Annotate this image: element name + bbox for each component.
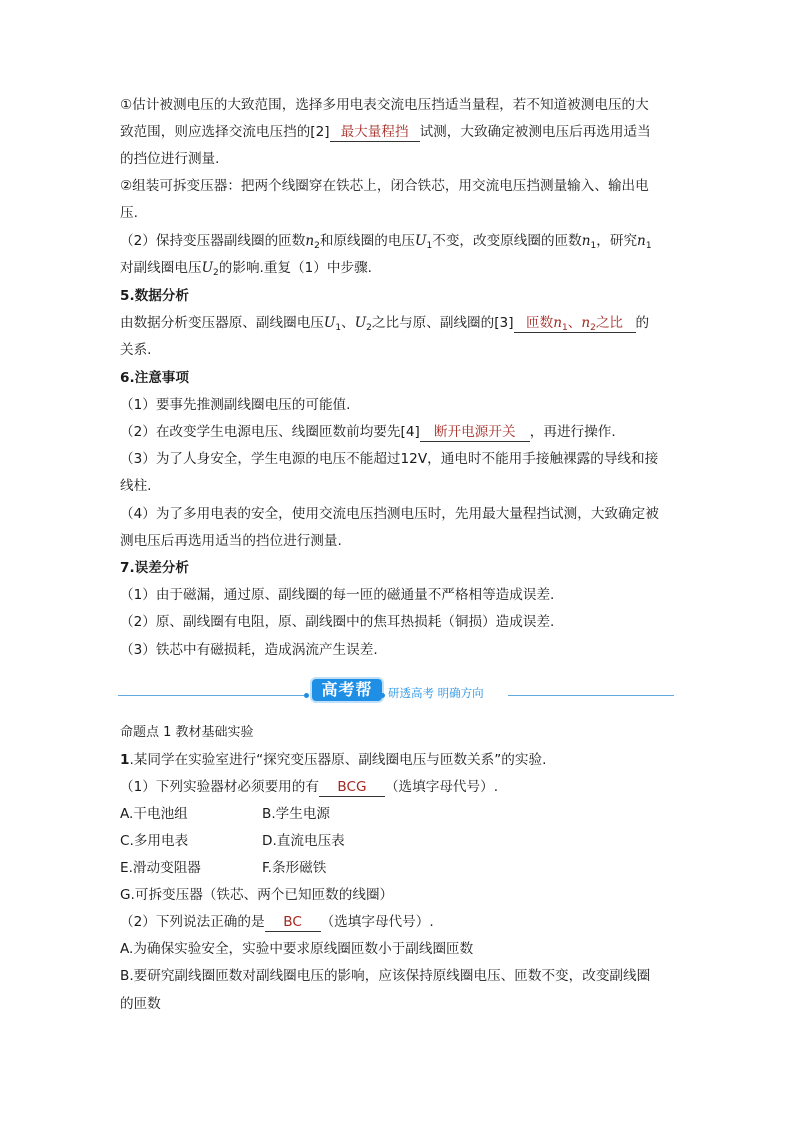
heading-error-analysis: 7.误差分析 [120,560,189,576]
para-step2-line2: 对副线圈电压$U_2$的影响.重复（1）中步骤. [120,260,372,278]
precaution-4-line1: （4）为了多用电表的安全，使用交流电压挡测电压时，先用最大量程挡试测，大致确定被 [120,506,659,522]
para-assemble-line2: 压. [120,205,138,221]
para-estimate-line2: 致范围，则应选择交流电压挡的[2] 最大量程挡 试测，大致确定被测电压后再选用适当 [120,124,651,140]
error-1: （1）由于磁漏，通过原、副线圈的每一匝的磁通量不严格相等造成误差. [120,587,555,603]
option-e: E.滑动变阻器 [120,860,201,876]
precaution-3-line1: （3）为了人身安全，学生电源的电压不能超过12V，通电时不能用手接触裸露的导线和接 [120,451,659,467]
banner-line-left [118,695,304,696]
subquestion-2: （2）下列说法正确的是 BC （选填字母代号）. [120,914,434,930]
subquestion-1: （1）下列实验器材必须要用的有 BCG （选填字母代号）. [120,779,499,795]
answer-blank-2: 最大量程挡 [330,123,420,142]
precaution-4-line2: 测电压后再选用适当的挡位进行测量. [120,533,342,549]
data-analysis-line2: 关系. [120,342,152,358]
section-banner [118,676,674,706]
banner-dot-left [304,693,309,698]
heading-precautions: 6.注意事项 [120,370,189,386]
para-assemble-line1: ②组装可拆变压器：把两个线圈穿在铁芯上，闭合铁芯，用交流电压挡测量输入、输出电 [120,178,649,194]
statement-b-line1: B.要研究副线圈匝数对副线圈电压的影响，应该保持原线圈电压、匝数不变，改变副线圈 [120,968,651,984]
error-2: （2）原、副线圈有电阻，原、副线圈中的焦耳热损耗（铜损）造成误差. [120,614,555,630]
option-c: C.多用电表 [120,833,189,849]
option-b: B.学生电源 [262,806,331,822]
data-analysis-line1: 由数据分析变压器原、副线圈电压$U_1$、$U_2$之比与原、副线圈的[3] 匝数$n_1$、$n_2$之比 的 [120,315,650,333]
banner-title: 高考帮 [312,679,382,701]
precaution-1: （1）要事先推测副线圈电压的可能值. [120,397,351,413]
para-step2-line1: （2）保持变压器副线圈的匝数$n_2$和原线圈的电压$U_1$不变，改变原线圈的匝数$n_1$，研究$n_1$ [120,233,652,251]
banner-line-right [508,695,674,696]
option-a: A.干电池组 [120,806,188,822]
heading-data-analysis: 5.数据分析 [120,288,189,304]
para-estimate-line1: ①估计被测电压的大致范围，选择多用电表交流电压挡适当量程，若不知道被测电压的大 [120,97,649,113]
option-g: G.可拆变压器（铁芯、两个已知匝数的线圈） [120,887,394,903]
banner-subtitle: 研透高考 明确方向 [388,686,484,700]
option-d: D.直流电压表 [262,833,345,849]
banner-dot-right [380,693,385,698]
answer-blank-q2: BC [265,913,321,932]
answer-blank-4: 断开电源开关 [420,423,530,442]
para-estimate-line3: 的挡位进行测量. [120,151,220,167]
question-stem: 1.某同学在实验室进行“探究变压器原、副线圈电压与匝数关系”的实验. [120,752,547,768]
answer-blank-q1: BCG [319,778,385,797]
statement-b-line2: 的匝数 [120,996,161,1012]
topic-label: 命题点 1 教材基础实验 [120,725,254,740]
precaution-3-line2: 线柱. [120,478,152,494]
answer-blank-3: 匝数$n_1$、$n_2$之比 [514,314,636,333]
precaution-2: （2）在改变学生电源电压、线圈匝数前均要先[4] 断开电源开关 ，再进行操作. [120,424,616,440]
error-3: （3）铁芯中有磁损耗，造成涡流产生误差. [120,642,378,658]
statement-a: A.为确保实验安全，实验中要求原线圈匝数小于副线圈匝数 [120,941,474,957]
option-f: F.条形磁铁 [262,860,327,876]
